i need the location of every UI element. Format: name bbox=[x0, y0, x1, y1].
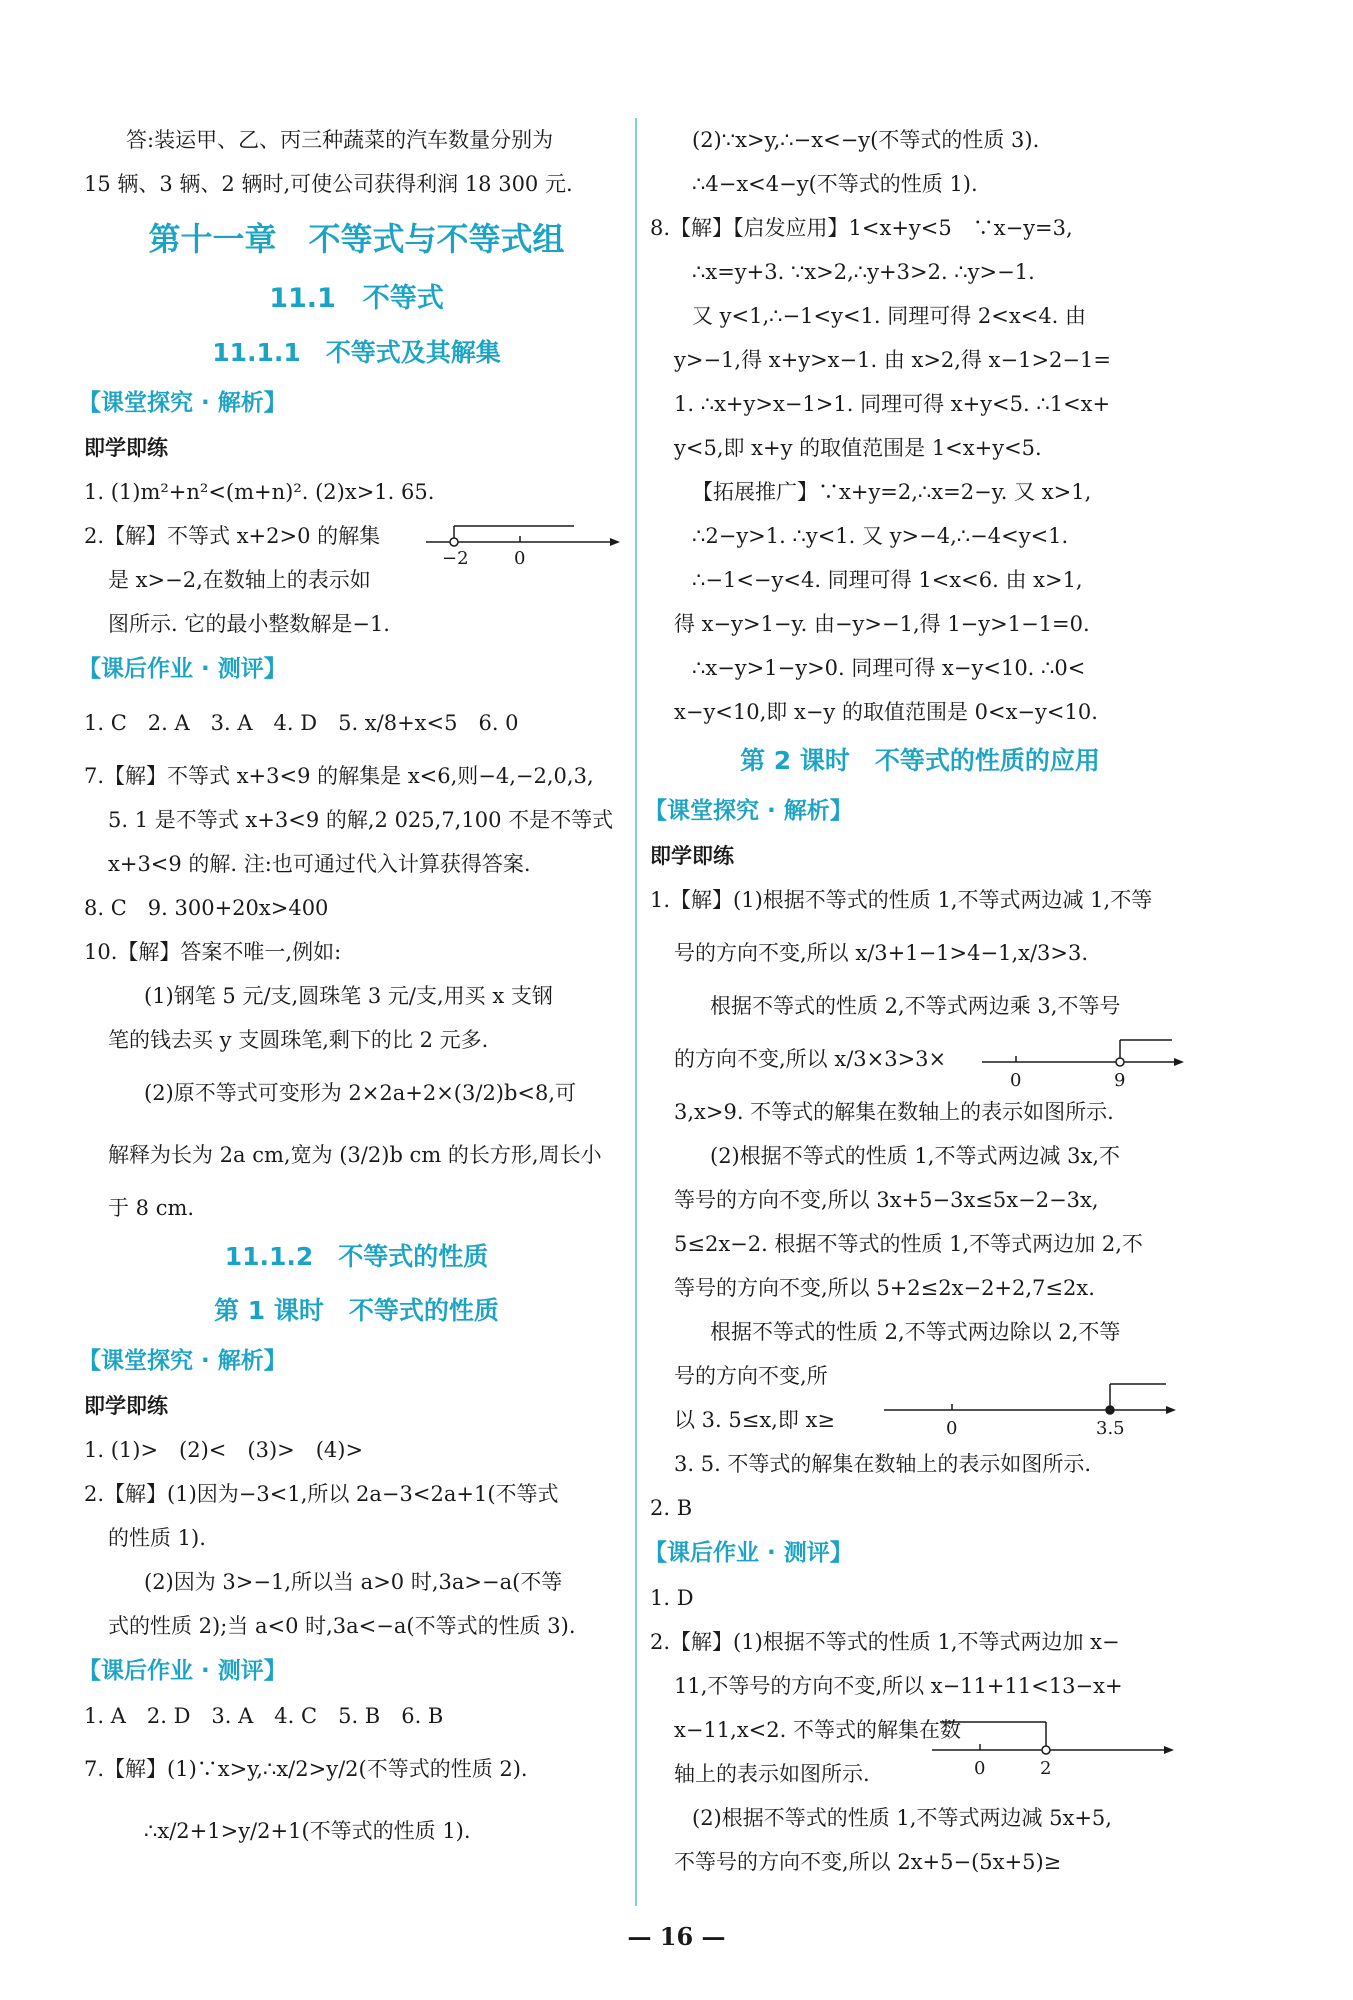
text-line: 15 辆、3 辆、2 辆时,可使公司获得利润 18 300 元. bbox=[84, 172, 573, 196]
answer-line: 7.【解】不等式 x+3<9 的解集是 x<6,则−4,−2,0,3, bbox=[84, 764, 594, 788]
answer-line: x−y<10,即 x−y 的取值范围是 0<x−y<10. bbox=[674, 700, 1098, 724]
answer-line: 是 x>−2,在数轴上的表示如 bbox=[108, 568, 371, 592]
answer-line: 得 x−y>1−y. 由−y>−1,得 1−y>1−1=0. bbox=[674, 612, 1090, 636]
number-line-figure bbox=[424, 518, 624, 572]
text-line: ∴4−x<4−y(不等式的性质 1). bbox=[692, 172, 978, 196]
text-line: (2)∵x>y,∴−x<−y(不等式的性质 3). bbox=[692, 128, 1040, 152]
answer-line: 1. A 2. D 3. A 4. C 5. B 6. B bbox=[84, 1704, 444, 1728]
answer-line: 等号的方向不变,所以 3x+5−3x≤5x−2−3x, bbox=[674, 1188, 1099, 1212]
answer-line: 3. 5. 不等式的解集在数轴上的表示如图所示. bbox=[674, 1452, 1092, 1476]
answer-line: 2.【解】不等式 x+2>0 的解集 bbox=[84, 524, 381, 548]
answer-line: 的方向不变,所以 x/3×3>3× bbox=[674, 1047, 947, 1071]
subsection-title: 11.1.2 不等式的性质 bbox=[224, 1242, 489, 1271]
answer-line: 等号的方向不变,所以 5+2≤2x−2+2,7≤2x. bbox=[674, 1276, 1095, 1300]
banner-explore: 【课堂探究 · 解析】 bbox=[78, 1348, 287, 1374]
answer-line: ∴2−y>1. ∴y<1. 又 y>−4,∴−4<y<1. bbox=[692, 524, 1069, 548]
axis-label: 0 bbox=[974, 1758, 986, 1779]
answer-line: 1. C 2. A 3. A 4. D 5. x/8+x<5 6. 0 bbox=[84, 711, 519, 735]
axis-label: 0 bbox=[946, 1418, 958, 1439]
answer-line: 8.【解】【启发应用】1<x+y<5 ∵x−y=3, bbox=[650, 216, 1073, 240]
answer-line: 5≤2x−2. 根据不等式的性质 1,不等式两边加 2,不 bbox=[674, 1232, 1143, 1256]
number-line-figure bbox=[980, 1030, 1190, 1092]
answer-line: 根据不等式的性质 2,不等式两边除以 2,不等 bbox=[710, 1320, 1121, 1344]
answer-line: ∴x=y+3. ∵x>2,∴y+3>2. ∴y>−1. bbox=[692, 260, 1035, 284]
answer-block-fig2 bbox=[650, 1028, 1190, 1090]
answer-line: 号的方向不变,所以 x/3+1−1>4−1,x/3>3. bbox=[674, 941, 1089, 965]
answer-line: 3,x>9. 不等式的解集在数轴上的表示如图所示. bbox=[674, 1100, 1114, 1124]
answer-line: ∴x/2+1>y/2+1(不等式的性质 1). bbox=[144, 1819, 471, 1843]
answer-line: 1. (1)> (2)< (3)> (4)> bbox=[84, 1438, 364, 1462]
text-line: 答:装运甲、乙、丙三种蔬菜的汽车数量分别为 bbox=[126, 128, 554, 152]
answer-line: x−11,x<2. 不等式的解集在数 bbox=[674, 1718, 961, 1742]
answer-line: 解释为长为 2a cm,宽为 (3/2)b cm 的长方形,周长小 bbox=[108, 1143, 602, 1167]
axis-label: −2 bbox=[442, 548, 469, 569]
answer-line: x+3<9 的解. 注:也可通过代入计算获得答案. bbox=[108, 852, 531, 876]
banner-homework: 【课后作业 · 测评】 bbox=[644, 1540, 853, 1566]
practice-label: 即学即练 bbox=[650, 844, 734, 868]
right-column bbox=[644, 118, 1190, 1884]
answer-line: 1. (1)m²+n²<(m+n)². (2)x>1. 65. bbox=[84, 480, 435, 504]
answer-line: 5. 1 是不等式 x+3<9 的解,2 025,7,100 不是不等式 bbox=[108, 808, 614, 832]
axis-label: 2 bbox=[1040, 1758, 1052, 1779]
answer-line: (1)钢笔 5 元/支,圆珠笔 3 元/支,用买 x 支钢 bbox=[144, 984, 553, 1008]
answer-line: 2.【解】(1)因为−3<1,所以 2a−3<2a+1(不等式 bbox=[84, 1482, 559, 1506]
answer-line: (2)因为 3>−1,所以当 a>0 时,3a>−a(不等 bbox=[144, 1570, 563, 1594]
answer-block-fig4 bbox=[650, 1708, 1190, 1796]
answer-line: (2)原不等式可变形为 2×2a+2×(3/2)b<8,可 bbox=[144, 1081, 577, 1105]
answer-block-2 bbox=[84, 514, 629, 646]
answer-line: 根据不等式的性质 2,不等式两边乘 3,不等号 bbox=[710, 994, 1121, 1018]
banner-homework: 【课后作业 · 测评】 bbox=[78, 656, 287, 682]
answer-line: 1. D bbox=[650, 1586, 694, 1610]
answer-line: 2. B bbox=[650, 1496, 693, 1520]
practice-label: 即学即练 bbox=[84, 436, 168, 460]
column-divider bbox=[635, 118, 637, 1906]
practice-label: 即学即练 bbox=[84, 1394, 168, 1418]
axis-label: 0 bbox=[514, 548, 526, 569]
answer-line: (2)根据不等式的性质 1,不等式两边减 5x+5, bbox=[692, 1806, 1112, 1830]
answer-line: 10.【解】答案不唯一,例如: bbox=[84, 940, 342, 964]
chapter-title: 第十一章 不等式与不等式组 bbox=[148, 220, 565, 258]
banner-explore: 【课堂探究 · 解析】 bbox=[78, 390, 287, 416]
answer-line: ∴x−y>1−y>0. 同理可得 x−y<10. ∴0< bbox=[692, 656, 1086, 680]
answer-line: 笔的钱去买 y 支圆珠笔,剩下的比 2 元多. bbox=[108, 1028, 489, 1052]
answer-line: 图所示. 它的最小整数解是−1. bbox=[108, 612, 390, 636]
banner-homework: 【课后作业 · 测评】 bbox=[78, 1658, 287, 1684]
answer-line: 不等号的方向不变,所以 2x+5−(5x+5)≥ bbox=[674, 1850, 1062, 1874]
answer-line: 8. C 9. 300+20x>400 bbox=[84, 896, 329, 920]
number-line-figure bbox=[882, 1380, 1182, 1440]
answer-line: 7.【解】(1)∵x>y,∴x/2>y/2(不等式的性质 2). bbox=[84, 1757, 528, 1781]
answer-line: 以 3. 5≤x,即 x≥ bbox=[674, 1408, 835, 1432]
answer-line: 1. ∴x+y>x−1>1. 同理可得 x+y<5. ∴1<x+ bbox=[674, 392, 1111, 416]
answer-line: 轴上的表示如图所示. bbox=[674, 1762, 870, 1786]
page-number: — 16 — bbox=[627, 1922, 726, 1951]
axis-label: 3.5 bbox=[1096, 1418, 1125, 1439]
answer-line: 式的性质 2);当 a<0 时,3a<−a(不等式的性质 3). bbox=[108, 1614, 576, 1638]
answer-line: 2.【解】(1)根据不等式的性质 1,不等式两边加 x− bbox=[650, 1630, 1120, 1654]
axis-label: 9 bbox=[1114, 1070, 1126, 1091]
answer-line: 号的方向不变,所 bbox=[674, 1364, 828, 1388]
lesson-title: 第 1 课时 不等式的性质 bbox=[214, 1296, 499, 1325]
banner-explore: 【课堂探究 · 解析】 bbox=[644, 798, 853, 824]
answer-line: 于 8 cm. bbox=[108, 1196, 195, 1220]
answer-line: y<5,即 x+y 的取值范围是 1<x+y<5. bbox=[674, 436, 1042, 460]
answer-block-fig3 bbox=[650, 1354, 1190, 1442]
answer-line: 1.【解】(1)根据不等式的性质 1,不等式两边减 1,不等 bbox=[650, 888, 1153, 912]
axis-label: 0 bbox=[1010, 1070, 1022, 1091]
answer-line: 11,不等号的方向不变,所以 x−11+11<13−x+ bbox=[674, 1674, 1123, 1698]
left-column bbox=[78, 118, 629, 1862]
section-title: 11.1 不等式 bbox=[269, 283, 444, 314]
answer-line: ∴−1<−y<4. 同理可得 1<x<6. 由 x>1, bbox=[692, 568, 1083, 592]
number-line-figure bbox=[930, 1710, 1180, 1782]
subsection-title: 11.1.1 不等式及其解集 bbox=[212, 338, 501, 367]
answer-line: y>−1,得 x+y>x−1. 由 x>2,得 x−1>2−1= bbox=[674, 348, 1111, 372]
answer-line: 又 y<1,∴−1<y<1. 同理可得 2<x<4. 由 bbox=[692, 304, 1087, 328]
answer-line: 的性质 1). bbox=[108, 1526, 206, 1550]
lesson-title: 第 2 课时 不等式的性质的应用 bbox=[740, 746, 1100, 775]
answer-line: 【拓展推广】∵x+y=2,∴x=2−y. 又 x>1, bbox=[692, 480, 1092, 504]
answer-line: (2)根据不等式的性质 1,不等式两边减 3x,不 bbox=[710, 1144, 1121, 1168]
